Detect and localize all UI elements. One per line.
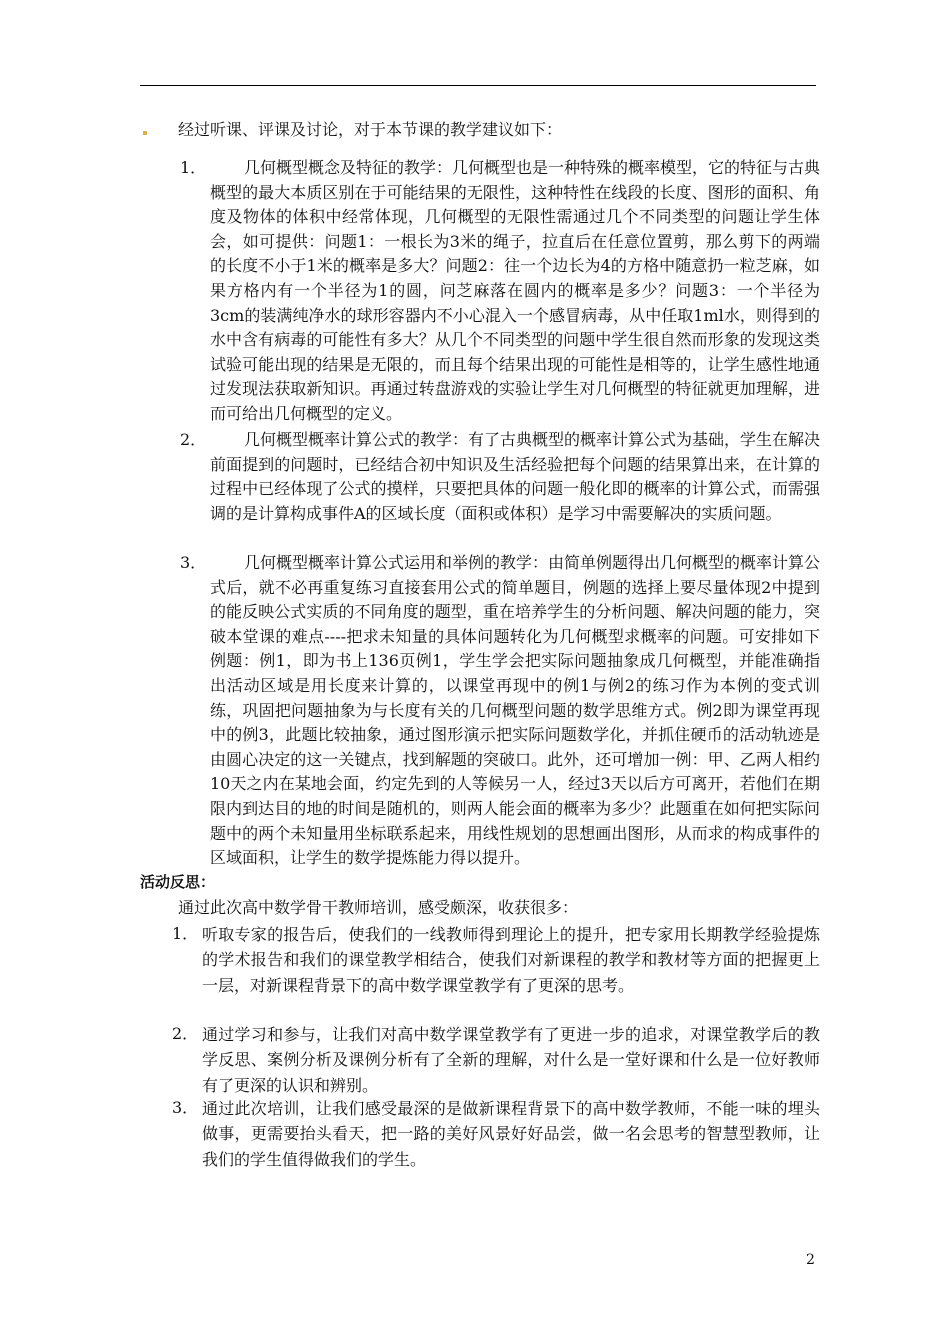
- item-text: 通过此次培训，让我们感受最深的是做新课程背景下的高中数学教师，不能一味的埋头做事，更需要抬头看天，把一路的美好风景好好品尝，做一名会思考的智慧型教师，让我们的学生值得做我们的学生。: [202, 1099, 820, 1169]
- page-number: 2: [806, 1252, 815, 1268]
- reflection-intro: 通过此次高中数学骨干教师培训，感受颇深，收获很多：: [178, 898, 579, 917]
- bullet-marker: [143, 131, 147, 135]
- item-number: 1．: [172, 924, 199, 943]
- item-number: 2．: [180, 430, 207, 449]
- item-text: 通过学习和参与，让我们对高中数学课堂教学有了更进一步的追求，对课堂教学后的教学反思、案例分析及课例分析有了全新的理解，对什么是一堂好课和什么是一位好教师有了更深的认识和辨别。: [202, 1025, 820, 1095]
- item-number: 2．: [172, 1024, 199, 1043]
- item-number: 3．: [172, 1098, 199, 1117]
- item-number: 1．: [180, 158, 207, 177]
- recommendation-intro: 经过听课、评课及讨论，对于本节课的教学建议如下：: [178, 120, 563, 139]
- item-text: 几何概型概率计算公式运用和举例的教学：由简单例题得出几何概型的概率计算公式后，就不必再重复练习直接套用公式的简单题目，例题的选择上要尽量体现2中提到的能反映公式实质的不同角度的题型，重在培养学生的分析问题、解决问题的能力，突破本堂课的难点----把求未知量的具体问题转化为几何概型求概率的问题。可安排如下例题：例1，即为书上136页例1，学生学会把实际问题抽象成几何概型，并能准确指出活动区域是用长度来计算的，以课堂再现中的例1与例2的练习作为本例的变式训练，巩固把问题抽象为与长度有关的几何概型问题的数学思维方式。例2即为课堂再现中的例3，此题比较抽象，通过图形演示把实际问题数学化，并抓住硬币的活动轨迹是由圆心决定的这一关键点，找到解题的突破口。此外，还可增加一例：甲、乙两人相约10天之内在某地会面，约定先到的人等候另一人，经过3天以后方可离开，若他们在期限内到达目的地的时间是随机的，则两人能会面的概率为多少？此题重在如何把实际问题中的两个未知量用坐标联系起来，用线性规划的思想画出图形，从而求的构成事件的区域面积，让学生的数学提炼能力得以提升。: [210, 553, 821, 868]
- reflection-heading: 活动反思：: [140, 873, 216, 891]
- item-text: 听取专家的报告后，使我们的一线教师得到理论上的提升，把专家用长期教学经验提炼的学术报告和我们的课堂教学相结合，使我们对新课程的教学和教材等方面的把握更上一层，对新课程背景下的高中数学课堂教学有了更深的思考。: [202, 925, 820, 995]
- item-text: 几何概型概率计算公式的教学：有了古典概型的概率计算公式为基础，学生在解决前面提到的问题时，已经结合初中知识及生活经验把每个问题的结果算出来，在计算的过程中已经体现了公式的摸样，只要把具体的问题一般化即的概率的计算公式，而需强调的是计算构成事件A的区域长度（面积或体积）是学习中需要解决的实质问题。: [210, 430, 821, 523]
- item-number: 3．: [180, 553, 207, 572]
- header-rule: [140, 85, 816, 86]
- item-text: 几何概型概念及特征的教学：几何概型也是一种特殊的概率模型，它的特征与古典概型的最大本质区别在于可能结果的无限性，这种特性在线段的长度、图形的面积、角度及物体的体积中经常体现，几何概型的无限性需通过几个不同类型的问题让学生体会，如可提供：问题1：一根长为3米的绳子，拉直后在任意位置剪，那么剪下的两端的长度不小于1米的概率是多大？问题2：往一个边长为4的方格中随意扔一粒芝麻，如果方格内有一个半径为1的圆，问芝麻落在圆内的概率是多少？问题3：一个半径为3cm的装满纯净水的球形容器内不小心混入一个感冒病毒，从中任取1ml水，则得到的水中含有病毒的可能性有多大？从几个不同类型的问题中学生很自然而形象的发现这类试验可能出现的结果是无限的，而且每个结果出现的可能性是相等的，让学生感性地通过发现法获取新知识。再通过转盘游戏的实验让学生对几何概型的特征就更加理解，进而可给出几何概型的定义。: [210, 158, 821, 423]
